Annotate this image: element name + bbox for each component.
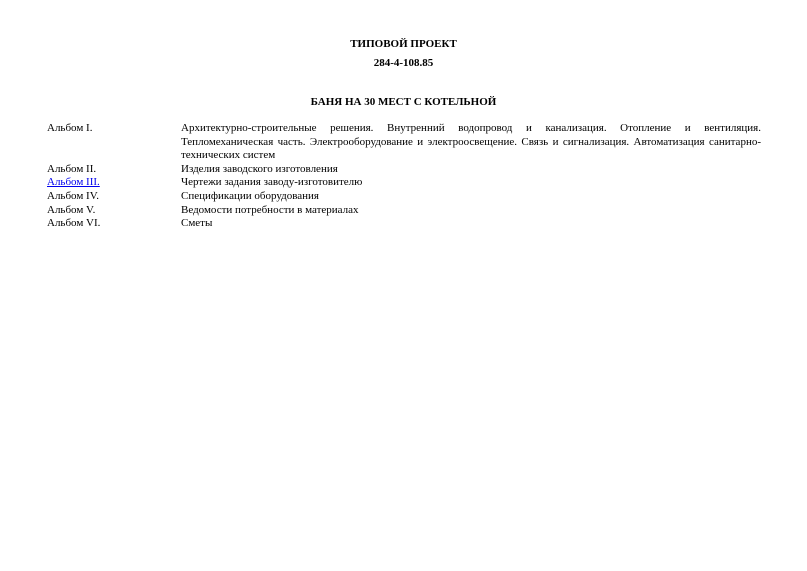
album-description: Архитектурно-строительные решения. Внутренний водопровод и канализация. Отопление и вентиляция. Тепломеханическая часть. Электрооборудование и электроосвещение. Связь и сигнализация. Автоматизация санитарно-технических систем: [181, 122, 761, 162]
album-row: [47, 204, 761, 218]
album-description: Спецификации оборудования: [181, 189, 319, 202]
project-code: 284-4-108.85: [373, 57, 434, 69]
album-label: Альбом V.: [47, 203, 96, 216]
album-label: Альбом II.: [47, 162, 97, 175]
album-label: Альбом VI.: [47, 217, 101, 230]
album-row: [47, 217, 761, 231]
album-row: [47, 163, 761, 177]
album-description: Чертежи задания заводу-изготовителю: [181, 176, 363, 189]
album-description: Ведомости потребности в материалах: [181, 203, 359, 216]
album-iii-link[interactable]: Альбом III.: [47, 176, 100, 189]
album-row: [47, 122, 761, 163]
album-label: Альбом I.: [47, 122, 93, 134]
album-label: Альбом IV.: [47, 189, 99, 202]
album-description: Изделия заводского изготовления: [181, 162, 338, 175]
album-list: [47, 122, 761, 231]
document-title: ТИПОВОЙ ПРОЕКТ: [350, 38, 457, 50]
project-subject: БАНЯ НА 30 МЕСТ С КОТЕЛЬНОЙ: [310, 96, 497, 108]
album-row: [47, 176, 761, 190]
album-row: [47, 190, 761, 204]
album-description: Сметы: [181, 217, 213, 230]
